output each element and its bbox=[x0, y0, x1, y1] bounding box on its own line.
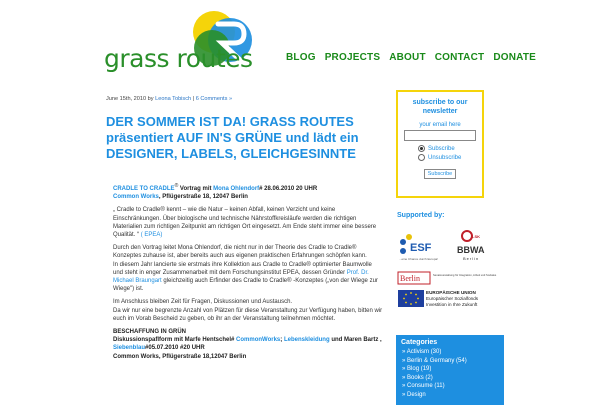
newsletter-submit-button[interactable]: Subscribe bbox=[424, 169, 456, 179]
event-text: Vortrag mit bbox=[179, 186, 212, 192]
unsubscribe-radio[interactable] bbox=[418, 154, 482, 163]
event2-heading: BESCHAFFUNG IN GRÜN bbox=[113, 329, 186, 336]
followup-text-1: Im Anschluss bleiben Zeit für Fragen, Diskussionen und Austausch. bbox=[113, 299, 293, 306]
post-author-link[interactable]: Leona Tobisch bbox=[155, 96, 192, 102]
event-address: , Pflügerstraße 18, 12047 Berlin bbox=[158, 194, 248, 201]
categories-list bbox=[396, 348, 504, 399]
category-item[interactable]: » Books (2) bbox=[402, 374, 504, 383]
subscribe-radio[interactable] bbox=[418, 145, 482, 154]
post-meta bbox=[106, 96, 232, 102]
event-line-1 bbox=[113, 182, 383, 201]
quote-paragraph bbox=[113, 206, 383, 239]
lebenskleidung-link[interactable]: Lebenskleidung bbox=[283, 337, 330, 344]
siebenblau-link[interactable]: Siebenblau bbox=[113, 345, 146, 352]
event2-date: #05.07.2010 #20 UHR bbox=[145, 345, 205, 352]
newsletter-options bbox=[398, 145, 482, 163]
event2-address: Common Works, Pflügerstraße 18,12047 Berlin bbox=[113, 353, 247, 360]
meta-separator: | bbox=[191, 96, 196, 102]
categories-title: Categories bbox=[401, 339, 438, 346]
category-item[interactable]: » Blog (19) bbox=[402, 365, 504, 374]
site-logo[interactable] bbox=[104, 10, 264, 73]
nav-blog[interactable]: BLOG bbox=[286, 52, 316, 63]
braungart-link[interactable]: Prof. Dr. Michael Braungart bbox=[113, 269, 369, 285]
event-date: # 28.06.2010 20 UHR bbox=[259, 186, 318, 192]
bbwa-logo-icon[interactable] bbox=[457, 231, 485, 261]
berlin-text: Berlin bbox=[400, 274, 420, 283]
categories-box bbox=[396, 335, 504, 405]
intro-text-1: Durch den Vortrag leitet Mona Ohlendorf, die nicht nur in der Theorie des Cradle to Cradle® Konzeptes zuhause ist, aber bereits auch aus eigenen praktischen Erfahrungen schöpfen kann. bbox=[113, 245, 367, 260]
radio-unchecked-icon bbox=[418, 154, 425, 161]
event2-text-1: Diskussionspaflform mit Marfe Hentschel# bbox=[113, 337, 235, 344]
post-content bbox=[113, 182, 383, 366]
newsletter-email-input[interactable] bbox=[404, 130, 476, 141]
category-item[interactable]: » Activism (30) bbox=[402, 348, 504, 357]
esf-sub: ...eine Chance durch Europa! bbox=[399, 257, 439, 261]
esf-text: ESF bbox=[410, 242, 432, 254]
category-item[interactable]: » Design bbox=[402, 391, 504, 400]
subscribe-radio-label: Subscribe bbox=[428, 146, 455, 153]
main-nav bbox=[286, 52, 545, 63]
followup-paragraph bbox=[113, 298, 383, 323]
event2-sep: ; bbox=[280, 337, 284, 344]
post-date: June 15th, 2010 by bbox=[106, 96, 154, 102]
bbwa-sub: Berlin bbox=[463, 256, 480, 261]
intro-paragraph bbox=[113, 244, 383, 293]
radio-checked-icon bbox=[418, 145, 425, 152]
eu-text-1: EUROPÄISCHE UNION bbox=[426, 290, 476, 295]
quote-text: „ Cradle to Cradle® kennt – wie die Natur – keinen Abfall, keinen Verzicht und keine Einschränkungen. Über biologische und technische Nährstoffkreisläufe werden die richtigen Materialien zum richtigen Zeitpunkt am richtigen Ort eingesetzt. Am Ende steht immer eine bessere Qualität. “ bbox=[113, 207, 377, 239]
category-item[interactable]: » Consume (11) bbox=[402, 382, 504, 391]
sponsor-logos bbox=[397, 224, 507, 324]
event-line-2 bbox=[113, 328, 383, 361]
eu-text-3: Investition in Ihre Zukunft bbox=[426, 302, 478, 307]
lsk-text: LSK bbox=[472, 234, 480, 239]
event2-text-2: und Maren Bartz , bbox=[331, 337, 382, 344]
post-title[interactable]: DER SOMMER IST DA! GRASS ROUTES präsentiert AUF IN'S GRÜNE und lädt ein DESIGNER, LABELS, GLEICHGESINNTE bbox=[106, 114, 359, 161]
nav-contact[interactable]: CONTACT bbox=[434, 52, 485, 63]
eu-logo-icon[interactable] bbox=[398, 289, 479, 307]
senat-text: Senatsverwaltung für Integration, Arbeit und Soziales bbox=[433, 274, 497, 277]
newsletter-box bbox=[396, 90, 484, 198]
registered-mark: ® bbox=[174, 183, 179, 189]
esf-logo-icon[interactable] bbox=[399, 234, 438, 261]
nav-donate[interactable]: DONATE bbox=[493, 52, 536, 63]
commonworks-link-2[interactable]: CommonWorks bbox=[236, 337, 281, 344]
followup-text-2: Da wir nur eine begrenzte Anzahl von Plätzen für diese Veranstaltung zur Verfügung haben, bitten wir euch im Vorab Bescheid zu geben, ob ihr an der Veranstaltung teilnehmen möchtet. bbox=[113, 307, 383, 322]
bbwa-text: BBWA bbox=[457, 245, 485, 255]
intro-text-3: gleichzeitig auch Erfinder des Cradle to Cradle® -Konzeptes („von der Wiege zur Wiege") ist. bbox=[113, 278, 378, 293]
nav-projects[interactable]: PROJECTS bbox=[324, 52, 381, 63]
logo-text: grass routes bbox=[104, 44, 253, 73]
berlin-logo-icon[interactable] bbox=[398, 272, 497, 284]
newsletter-title: subscribe to our newsletter bbox=[412, 99, 468, 115]
commonworks-link[interactable]: Common Works bbox=[113, 194, 159, 201]
newsletter-email-label: your email here bbox=[419, 122, 461, 128]
intro-text-2: In diesem Jahr lancierte sie erstmals ihre Kollektion aus Cradle to Cradle® optimierter Baumwolle und steht in enger Zusammenarbeit mit dem Forschungsinstitut EPEA, dessen Gründer bbox=[113, 261, 372, 276]
post-comments-link[interactable]: 6 Comments » bbox=[195, 96, 233, 102]
epea-link[interactable]: ( EPEA) bbox=[140, 232, 163, 239]
nav-about[interactable]: ABOUT bbox=[389, 52, 426, 63]
mona-link[interactable]: Mona Ohlendorf bbox=[213, 186, 260, 192]
cradle-link[interactable]: CRADLE TO CRADLE bbox=[113, 186, 175, 192]
category-item[interactable]: » Berlin & Germany (54) bbox=[402, 357, 504, 366]
eu-text-2: Europäischer Sozialfonds bbox=[426, 296, 479, 301]
supported-heading: Supported by: bbox=[397, 212, 445, 219]
unsubscribe-radio-label: Unsubscribe bbox=[428, 155, 462, 162]
